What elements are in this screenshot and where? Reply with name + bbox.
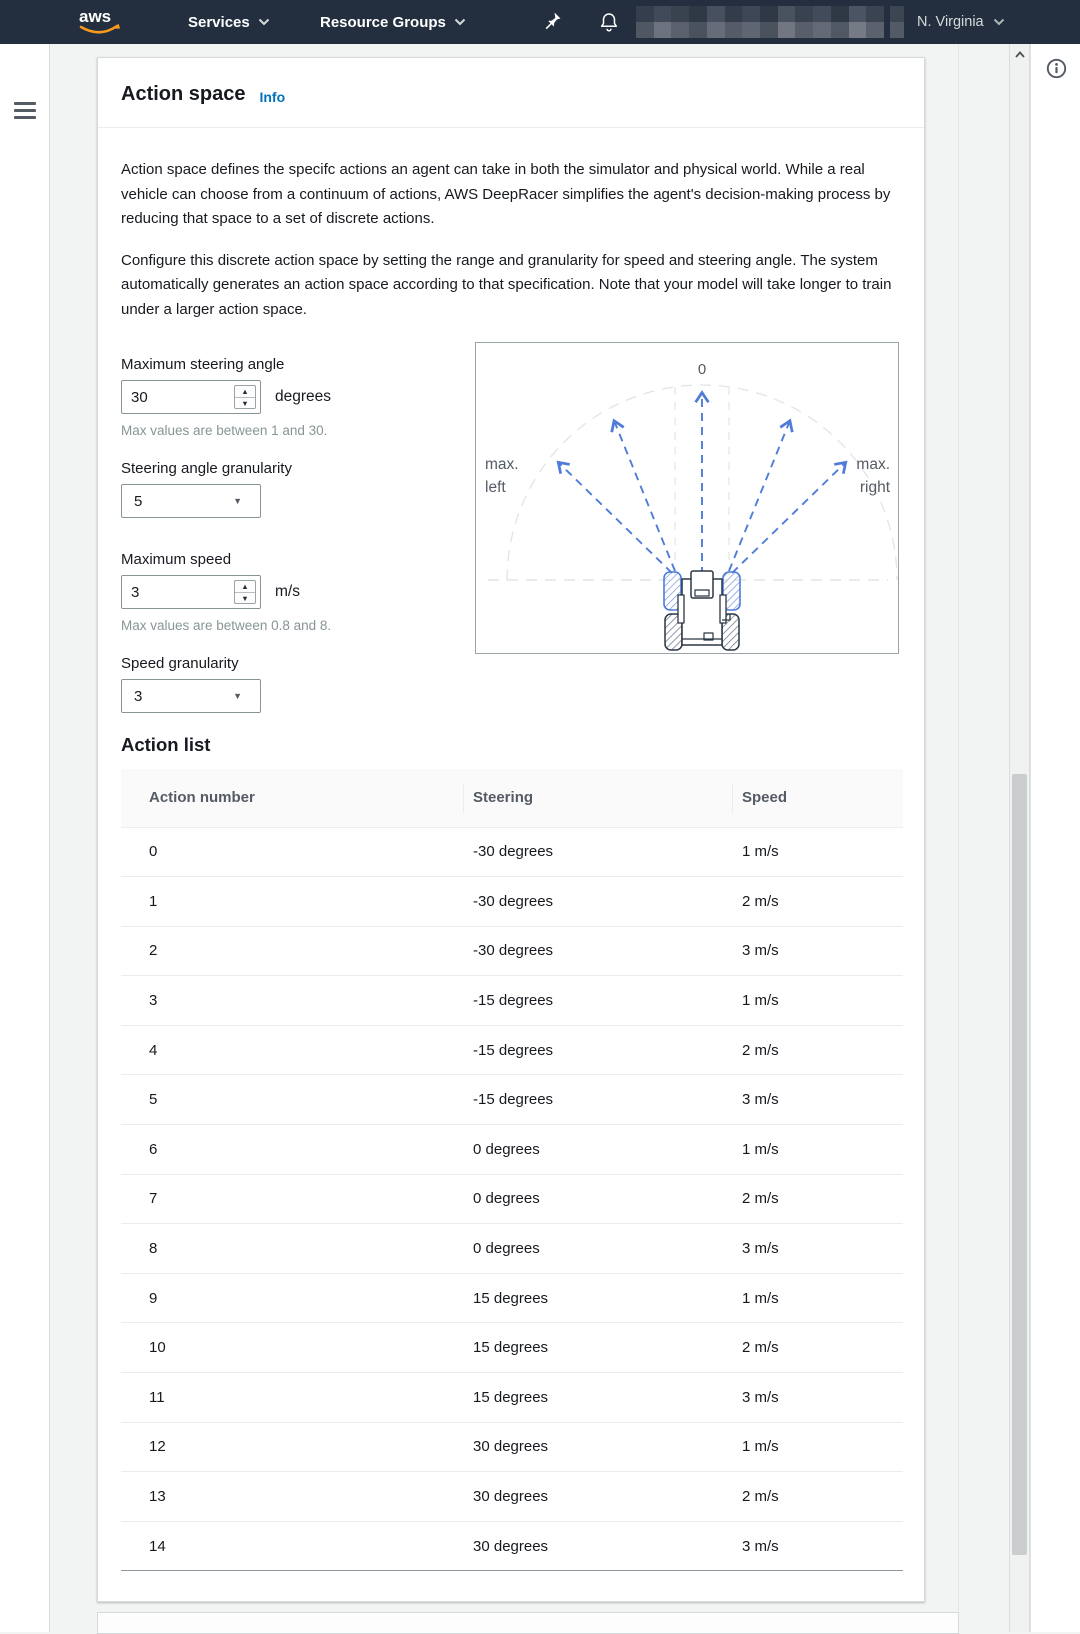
table-row <box>121 1273 903 1323</box>
cell-steering: 0 degrees <box>463 1174 732 1224</box>
cell-steering: 30 degrees <box>463 1521 732 1571</box>
cell-action-number: 7 <box>121 1174 463 1224</box>
max-right-label-line2: right <box>859 479 890 496</box>
table-row <box>121 1075 903 1125</box>
cell-speed: 3 m/s <box>732 1075 903 1125</box>
cell-steering: 0 degrees <box>463 1125 732 1175</box>
info-circle-icon[interactable] <box>1046 58 1067 79</box>
cell-speed: 3 m/s <box>732 1224 903 1274</box>
table-row <box>121 1422 903 1472</box>
cell-steering: 15 degrees <box>463 1273 732 1323</box>
aws-logo[interactable] <box>74 6 126 38</box>
help-panel-collapsed <box>1030 44 1080 1632</box>
max-right-label-line1: max. <box>856 456 890 473</box>
redacted-account-separator <box>890 6 904 38</box>
max-speed-stepper[interactable] <box>234 580 256 604</box>
aws-smile-swoosh <box>81 26 117 32</box>
cell-speed: 1 m/s <box>732 976 903 1026</box>
nav-services-label: Services <box>188 13 250 31</box>
table-row <box>121 877 903 927</box>
max-speed-label: Maximum speed <box>121 551 232 568</box>
content-area-divider <box>958 44 959 1632</box>
table-row <box>121 1025 903 1075</box>
action-space-panel <box>97 57 925 1602</box>
arrow-right-inner <box>729 423 789 571</box>
panel-header <box>98 58 924 128</box>
cell-speed: 2 m/s <box>732 1174 903 1224</box>
arrow-max-right <box>732 464 844 573</box>
max-speed-helper: Max values are between 0.8 and 8. <box>121 618 332 633</box>
cell-action-number: 9 <box>121 1273 463 1323</box>
region-label: N. Virginia <box>917 14 984 30</box>
cell-steering: -15 degrees <box>463 976 732 1026</box>
cell-steering: -15 degrees <box>463 1025 732 1075</box>
notifications-bell-icon[interactable] <box>598 11 620 33</box>
cell-speed: 3 m/s <box>732 1373 903 1423</box>
cell-speed: 2 m/s <box>732 1323 903 1373</box>
scrollbar-up-arrow[interactable] <box>1013 48 1027 62</box>
cell-steering: 30 degrees <box>463 1472 732 1522</box>
cell-steering: 0 degrees <box>463 1224 732 1274</box>
chevron-down-icon <box>454 18 466 26</box>
cell-steering: -30 degrees <box>463 926 732 976</box>
action-list-title: Action list <box>121 734 211 755</box>
max-steering-angle-helper: Max values are between 1 and 30. <box>121 423 328 438</box>
scrollbar-thumb[interactable] <box>1012 774 1027 1555</box>
hamburger-menu-icon[interactable] <box>14 102 36 124</box>
chevron-down-icon <box>258 18 270 26</box>
arrow-left-inner <box>615 423 675 571</box>
max-steering-angle-label: Maximum steering angle <box>121 356 285 373</box>
steering-arrows <box>560 395 844 575</box>
steering-diagram <box>475 342 899 654</box>
cell-action-number: 11 <box>121 1373 463 1423</box>
cell-steering: -15 degrees <box>463 1075 732 1125</box>
cell-speed: 1 m/s <box>732 1273 903 1323</box>
max-speed-unit: m/s <box>275 583 300 600</box>
cell-steering: -30 degrees <box>463 877 732 927</box>
stepper-down-icon[interactable]: ▼ <box>235 592 255 604</box>
table-row <box>121 1521 903 1571</box>
pin-icon[interactable] <box>540 11 562 33</box>
cell-speed: 2 m/s <box>732 877 903 927</box>
table-row <box>121 1125 903 1175</box>
action-list-table <box>121 769 903 1571</box>
cell-steering: 15 degrees <box>463 1373 732 1423</box>
speed-granularity-select[interactable] <box>121 679 261 713</box>
table-row <box>121 1174 903 1224</box>
steering-granularity-label: Steering angle granularity <box>121 460 292 477</box>
cell-speed: 3 m/s <box>732 926 903 976</box>
cell-action-number: 0 <box>121 827 463 877</box>
select-dropdown-icon: ▼ <box>233 496 242 506</box>
region-selector[interactable] <box>917 0 1005 44</box>
select-dropdown-icon: ▼ <box>233 691 242 701</box>
description-paragraph-1: Action space defines the specifc actions an agent can take in both the simulator and physical world. While a real vehicle can choose from a continuum of actions, AWS DeepRacer simplifies the agent's decision-making process by reducing that space to a set of discrete actions. <box>121 161 891 227</box>
cell-action-number: 10 <box>121 1323 463 1373</box>
cell-steering: 15 degrees <box>463 1323 732 1373</box>
cell-speed: 2 m/s <box>732 1472 903 1522</box>
nav-resource-groups-label: Resource Groups <box>320 13 446 31</box>
action-table-body <box>121 827 903 1571</box>
arrow-max-left <box>560 464 672 573</box>
stepper-up-icon[interactable]: ▲ <box>241 582 249 591</box>
table-row <box>121 827 903 877</box>
cell-steering: 30 degrees <box>463 1422 732 1472</box>
speed-granularity-label: Speed granularity <box>121 655 239 672</box>
chevron-down-icon <box>993 18 1005 26</box>
cell-action-number: 2 <box>121 926 463 976</box>
info-link[interactable]: Info <box>259 88 286 105</box>
top-navigation-bar <box>0 0 1080 44</box>
table-row <box>121 1323 903 1373</box>
max-steering-angle-unit: degrees <box>275 388 332 405</box>
max-steering-angle-stepper[interactable] <box>234 385 256 409</box>
table-row <box>121 926 903 976</box>
table-row <box>121 1224 903 1274</box>
cell-speed: 1 m/s <box>732 1422 903 1472</box>
cell-action-number: 12 <box>121 1422 463 1472</box>
cell-action-number: 6 <box>121 1125 463 1175</box>
max-left-label-line1: max. <box>485 456 519 473</box>
steering-granularity-value: 5 <box>134 492 143 510</box>
cell-speed: 2 m/s <box>732 1025 903 1075</box>
cell-action-number: 14 <box>121 1521 463 1571</box>
next-section-card-edge <box>97 1612 959 1634</box>
car-top-view <box>664 571 740 650</box>
cell-action-number: 1 <box>121 877 463 927</box>
zero-degree-label: 0 <box>697 361 707 378</box>
table-header-row <box>121 769 903 827</box>
table-row <box>121 1373 903 1423</box>
left-sidebar-collapsed <box>0 44 50 1632</box>
cell-action-number: 13 <box>121 1472 463 1522</box>
table-row <box>121 1472 903 1522</box>
column-header-action-number: Action number <box>121 769 463 827</box>
stepper-down-icon[interactable]: ▼ <box>235 397 255 409</box>
nav-services-menu[interactable] <box>188 0 270 44</box>
column-header-speed: Speed <box>732 769 903 827</box>
description-paragraph-2: Configure this discrete action space by setting the range and granularity for speed and steering angle. The system automatically generates an action space according to that specification. Note that your model will take longer to train under a larger action space. <box>121 251 892 318</box>
cell-action-number: 5 <box>121 1075 463 1125</box>
table-row <box>121 976 903 1026</box>
speed-granularity-value: 3 <box>134 687 143 705</box>
nav-resource-groups-menu[interactable] <box>320 0 466 44</box>
steering-granularity-select[interactable] <box>121 484 261 518</box>
column-header-steering: Steering <box>463 769 732 827</box>
cell-action-number: 4 <box>121 1025 463 1075</box>
max-left-label-line2: left <box>485 479 506 496</box>
stepper-up-icon[interactable]: ▲ <box>241 387 249 396</box>
cell-speed: 1 m/s <box>732 1125 903 1175</box>
cell-action-number: 3 <box>121 976 463 1026</box>
vertical-scrollbar[interactable] <box>1009 44 1030 1632</box>
page-title: Action space <box>121 83 246 105</box>
cell-speed: 1 m/s <box>732 827 903 877</box>
aws-logo-text: aws <box>79 7 112 26</box>
cell-speed: 3 m/s <box>732 1521 903 1571</box>
cell-action-number: 8 <box>121 1224 463 1274</box>
cell-steering: -30 degrees <box>463 827 732 877</box>
redacted-account-name <box>636 6 884 38</box>
